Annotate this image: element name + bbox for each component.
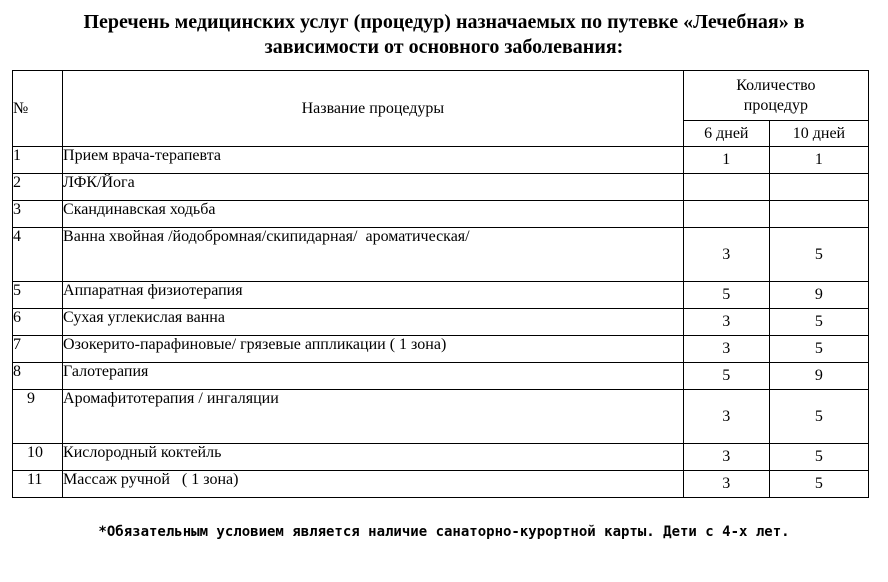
- count-6-days: 1: [683, 147, 769, 174]
- table-row: [13, 390, 869, 444]
- footnote: *Обязательным условием является наличие санаторно-курортной карты. Дети с 4-х лет.: [98, 524, 790, 540]
- procedure-name: Галотерапия: [63, 363, 684, 390]
- table-row: [13, 336, 869, 363]
- procedure-name: Ванна хвойная /йодобромная/скипидарная/ ароматическая/: [63, 228, 684, 282]
- row-number: 4: [13, 228, 63, 282]
- table-row: [13, 309, 869, 336]
- row-number: 11: [13, 471, 63, 498]
- count-10-days: 5: [769, 390, 868, 444]
- row-number: 8: [13, 363, 63, 390]
- procedure-name: Озокерито-парафиновые/ грязевые аппликации ( 1 зона): [63, 336, 684, 363]
- count-6-days: [683, 174, 769, 201]
- table-row: [13, 147, 869, 174]
- header-10-days: 10 дней: [769, 121, 868, 147]
- count-10-days: 9: [769, 282, 868, 309]
- procedure-name: Скандинавская ходьба: [63, 201, 684, 228]
- document-title: [0, 10, 888, 60]
- count-6-days: 3: [683, 336, 769, 363]
- title-line-2: зависимости от основного заболевания:: [264, 36, 624, 58]
- count-6-days: 5: [683, 282, 769, 309]
- header-6-days: 6 дней: [683, 121, 769, 147]
- row-number: 1: [13, 147, 63, 174]
- table-row: [13, 174, 869, 201]
- count-6-days: 3: [683, 228, 769, 282]
- row-number: 3: [13, 201, 63, 228]
- count-6-days: 3: [683, 444, 769, 471]
- row-number: 5: [13, 282, 63, 309]
- row-number: 10: [13, 444, 63, 471]
- count-10-days: 5: [769, 309, 868, 336]
- row-number: 6: [13, 309, 63, 336]
- header-procedure-name: Название процедуры: [63, 71, 684, 147]
- procedures-table: [12, 70, 869, 498]
- count-10-days: 9: [769, 363, 868, 390]
- row-number: 2: [13, 174, 63, 201]
- header-number: №: [13, 71, 63, 147]
- table-row: [13, 201, 869, 228]
- count-10-days: 1: [769, 147, 868, 174]
- title-line-1: Перечень медицинских услуг (процедур) назначаемых по путевке «Лечебная» в: [83, 11, 805, 33]
- table-row: [13, 282, 869, 309]
- table-row: [13, 228, 869, 282]
- count-6-days: 3: [683, 309, 769, 336]
- header-quantity: [683, 71, 868, 121]
- table-row: [13, 471, 869, 498]
- procedure-name: Аппаратная физиотерапия: [63, 282, 684, 309]
- row-number: 7: [13, 336, 63, 363]
- procedure-name: ЛФК/Йога: [63, 174, 684, 201]
- procedure-name: Аромафитотерапия / ингаляции: [63, 390, 684, 444]
- header-quantity-line-2: процедур: [743, 96, 808, 114]
- count-6-days: 3: [683, 390, 769, 444]
- count-6-days: 5: [683, 363, 769, 390]
- procedure-name: Сухая углекислая ванна: [63, 309, 684, 336]
- procedure-name: Массаж ручной ( 1 зона): [63, 471, 684, 498]
- procedure-name: Кислородный коктейль: [63, 444, 684, 471]
- count-6-days: [683, 201, 769, 228]
- count-10-days: 5: [769, 444, 868, 471]
- table-row: [13, 363, 869, 390]
- count-10-days: 5: [769, 471, 868, 498]
- count-10-days: 5: [769, 336, 868, 363]
- count-6-days: 3: [683, 471, 769, 498]
- count-10-days: [769, 201, 868, 228]
- header-quantity-line-1: Количество: [736, 76, 816, 94]
- procedure-name: Прием врача-терапевта: [63, 147, 684, 174]
- table-row: [13, 444, 869, 471]
- count-10-days: [769, 174, 868, 201]
- count-10-days: 5: [769, 228, 868, 282]
- row-number: 9: [13, 390, 63, 444]
